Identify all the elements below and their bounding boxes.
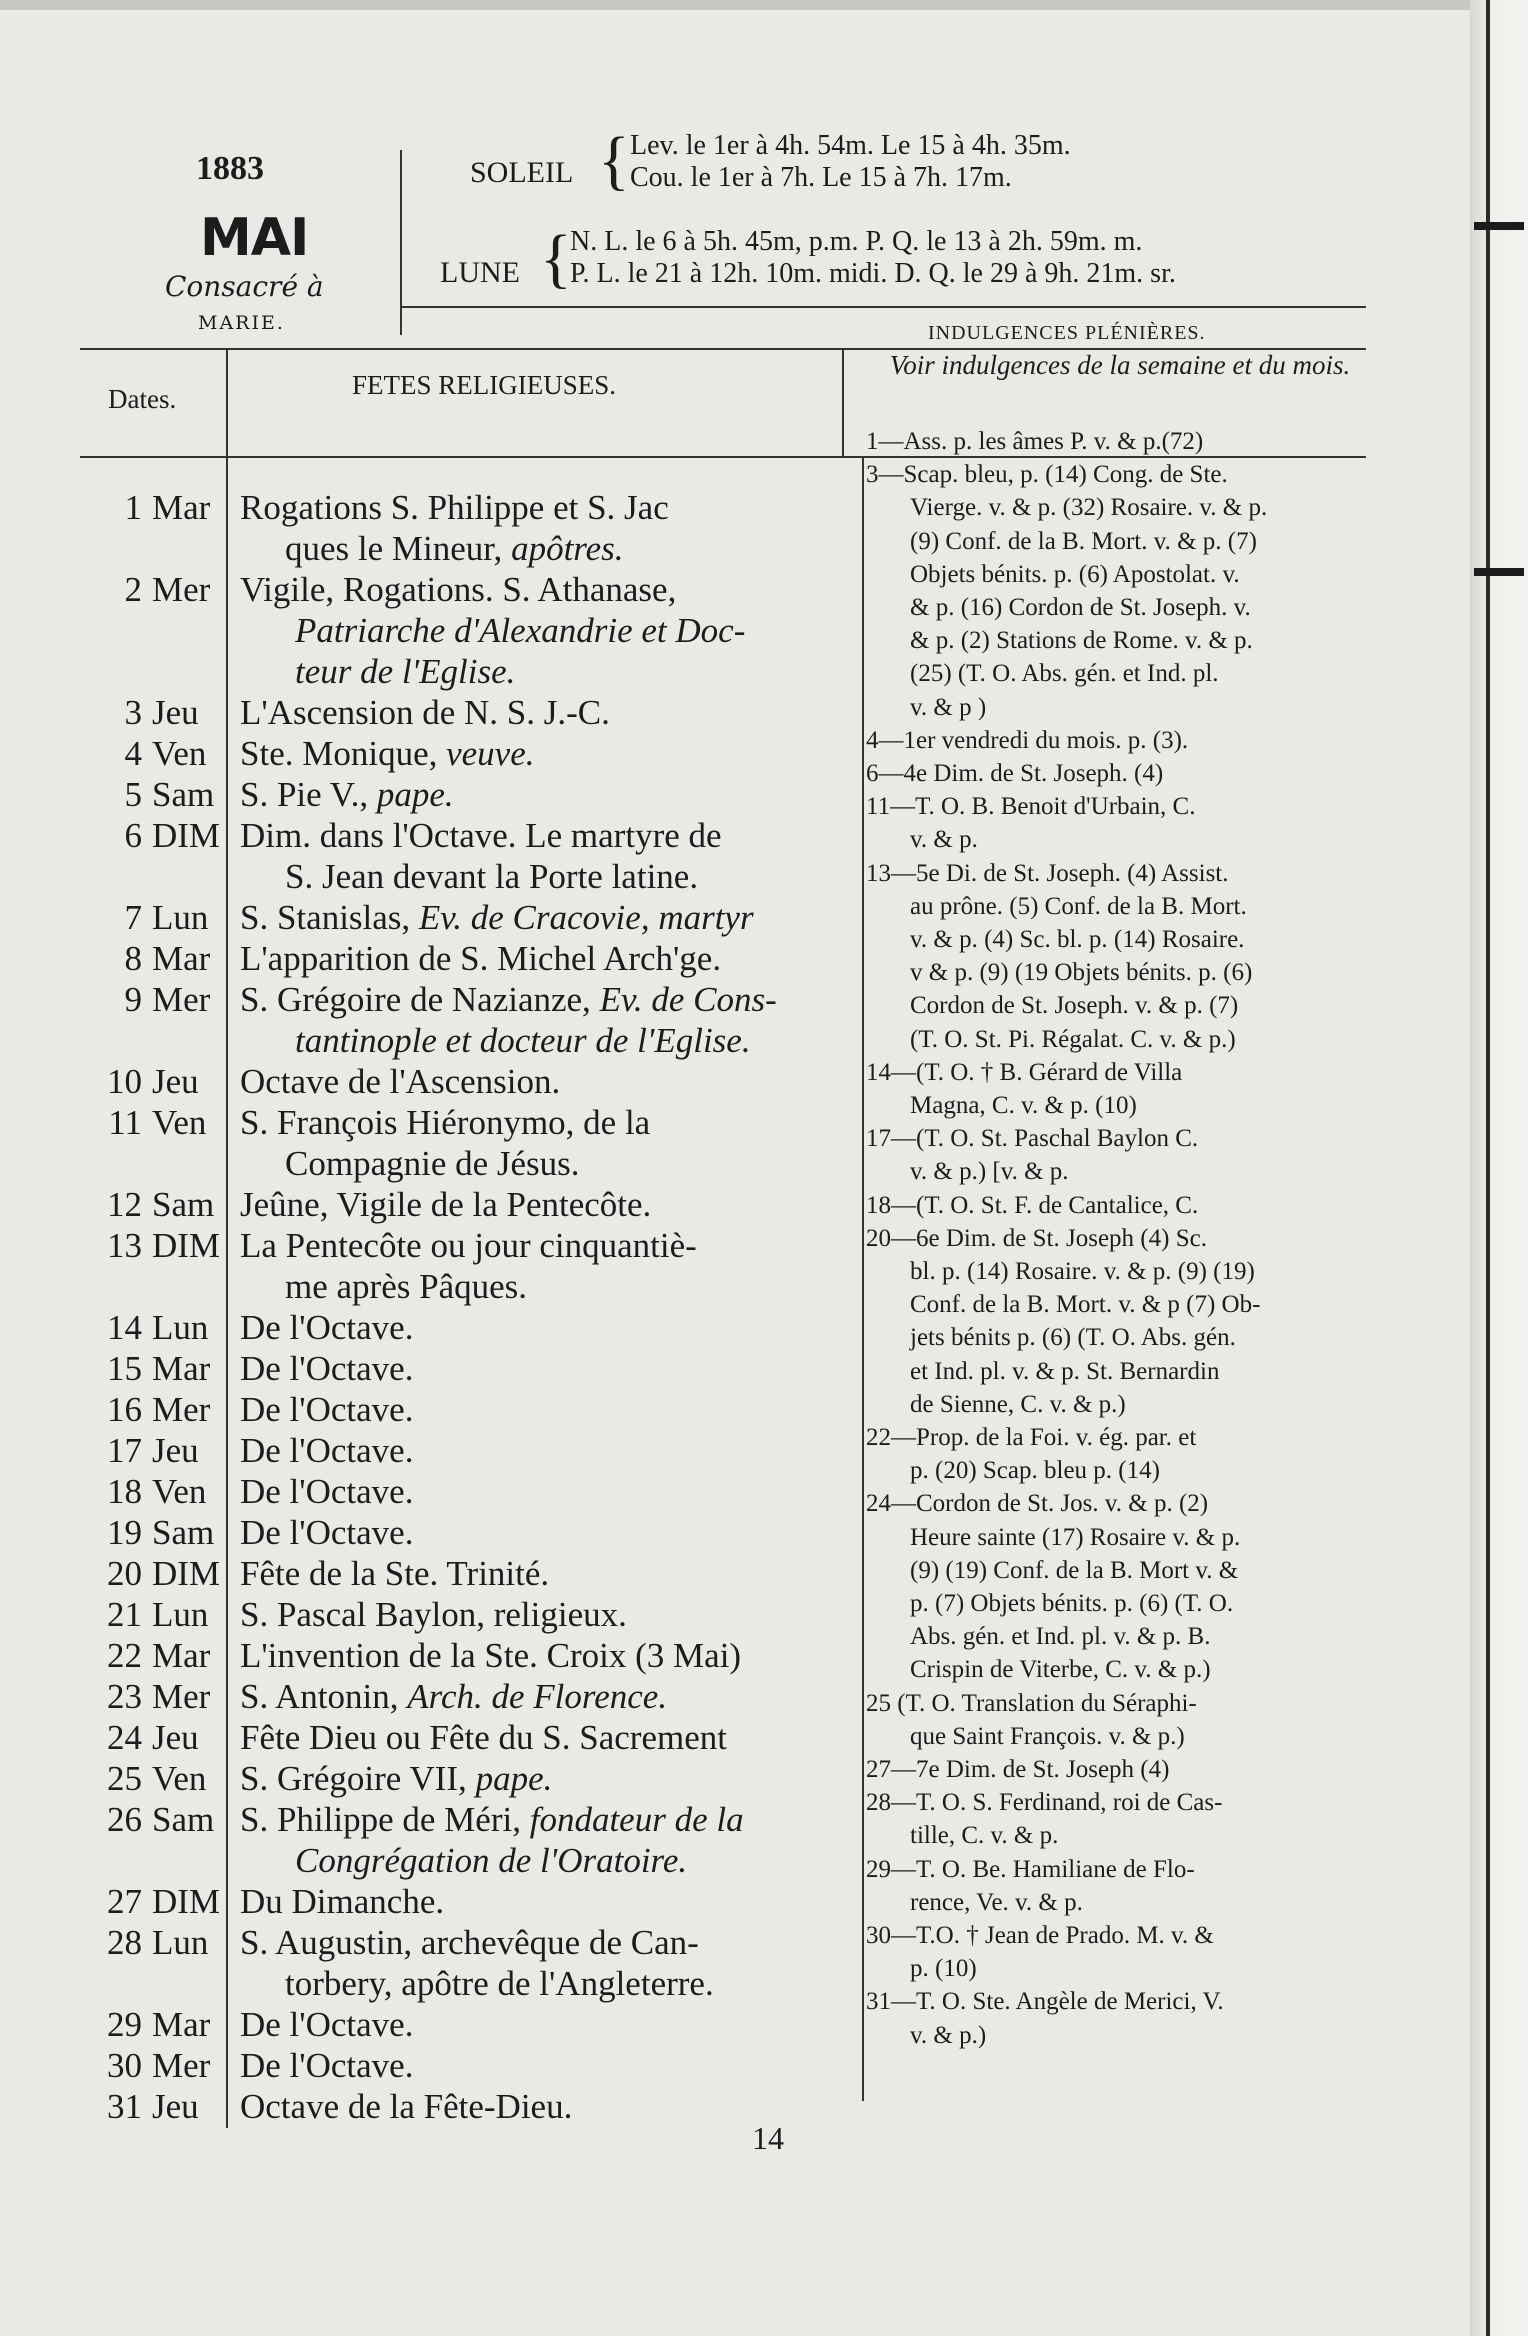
weekday: Mer bbox=[152, 570, 211, 609]
day-number: 6 bbox=[124, 816, 142, 855]
weekday: Ven bbox=[152, 1472, 207, 1511]
indulgence-line: 31—T. O. Ste. Angèle de Merici, V. bbox=[866, 1988, 1224, 2016]
weekday: Mer bbox=[152, 980, 211, 1019]
feast-text: S. François Hiéronymo, de la bbox=[240, 1103, 651, 1142]
indulgence-line: v. & p. (4) Sc. bl. p. (14) Rosaire. bbox=[910, 926, 1245, 953]
feast-line bbox=[240, 1390, 413, 1430]
feast-text: L'apparition de S. Michel Arch'ge. bbox=[240, 939, 722, 978]
indulgence-line: 20—6e Dim. de St. Joseph (4) Sc. bbox=[866, 1224, 1207, 1252]
weekday: Jeu bbox=[152, 1431, 199, 1470]
feast-text: Fête Dieu ou Fête du S. Sacrement bbox=[240, 1718, 727, 1757]
feast-text: Octave de l'Ascension. bbox=[240, 1062, 561, 1101]
feast-line bbox=[240, 939, 721, 979]
weekday: Sam bbox=[152, 1513, 215, 1552]
page-edge bbox=[1470, 0, 1528, 2336]
feast-line bbox=[285, 529, 624, 569]
feast-line bbox=[295, 611, 745, 651]
indulgence-line: 3—Scap. bleu, p. (14) Cong. de Ste. bbox=[866, 461, 1228, 489]
feast-line bbox=[240, 1349, 413, 1389]
indulgence-line: 30—T.O. † Jean de Prado. M. v. & bbox=[866, 1922, 1214, 1949]
feast-text: Compagnie de Jésus. bbox=[285, 1144, 580, 1183]
feast-text: S. Grégoire VII, bbox=[240, 1759, 476, 1798]
lune-brace: { bbox=[540, 222, 572, 295]
indulgences-subheader: Voir indulgences de la semaine et du mois. bbox=[889, 350, 1351, 380]
feast-text: Fête de la Ste. Trinité. bbox=[240, 1554, 550, 1593]
ind-col-divider bbox=[862, 456, 864, 2101]
edge-tick bbox=[1474, 222, 1524, 230]
weekday: Jeu bbox=[152, 2087, 199, 2126]
feast-line bbox=[240, 693, 610, 733]
indulgence-line: (9) (19) Conf. de la B. Mort v. & bbox=[910, 1556, 1239, 1584]
day-number: 16 bbox=[107, 1390, 142, 1429]
indulgence-line: Cordon de St. Joseph. v. & p. (7) bbox=[910, 992, 1239, 1020]
indulgence-line: v. & p.) bbox=[910, 2021, 987, 2049]
weekday: Ven bbox=[152, 1103, 207, 1142]
indulgence-line: tille, C. v. & p. bbox=[910, 1822, 1059, 1850]
day-number: 2 bbox=[124, 570, 142, 609]
indulgence-line: v. & p. bbox=[910, 826, 978, 854]
day-number: 7 bbox=[124, 898, 142, 937]
feast-line bbox=[240, 1554, 549, 1594]
feast-text: De l'Octave. bbox=[240, 2046, 414, 2085]
weekday: Mer bbox=[152, 1677, 211, 1716]
weekday: Ven bbox=[152, 734, 207, 773]
indulgence-line: Objets bénits. p. (6) Apostolat. v. bbox=[910, 560, 1240, 588]
indulgence-line: Heure sainte (17) Rosaire v. & p. bbox=[910, 1523, 1241, 1551]
feast-text: S. Grégoire de Nazianze, bbox=[240, 980, 600, 1019]
feast-line bbox=[240, 898, 754, 938]
soleil-line-1: Lev. le 1er à 4h. 54m. Le 15 à 4h. 35m. bbox=[630, 130, 1071, 161]
day-number: 26 bbox=[107, 1800, 142, 1839]
feast-italic: pape. bbox=[475, 1759, 553, 1798]
feast-line bbox=[240, 1513, 413, 1553]
feast-text: Dim. dans l'Octave. Le martyre de bbox=[240, 816, 722, 855]
feast-line bbox=[240, 2046, 413, 2086]
feast-italic: veuve. bbox=[446, 734, 535, 773]
day-number: 22 bbox=[107, 1636, 142, 1675]
day-number: 3 bbox=[124, 693, 142, 732]
feast-line bbox=[240, 1718, 727, 1758]
feast-text: Ste. Monique, bbox=[240, 734, 447, 773]
indulgence-line: v. & p.) [v. & p. bbox=[910, 1158, 1069, 1186]
day-number: 23 bbox=[107, 1677, 142, 1716]
day-number: 25 bbox=[107, 1759, 142, 1798]
feast-line bbox=[240, 1595, 627, 1635]
feast-line bbox=[240, 1103, 650, 1143]
indulgence-line: 18—(T. O. St. F. de Cantalice, C. bbox=[866, 1191, 1199, 1219]
edge-line bbox=[1486, 0, 1490, 2336]
day-number: 21 bbox=[107, 1595, 142, 1634]
feast-text: S. Jean devant la Porte latine. bbox=[285, 857, 699, 896]
indulgence-line: Magna, C. v. & p. (10) bbox=[910, 1092, 1137, 1119]
feast-line bbox=[240, 1062, 560, 1102]
feast-line bbox=[240, 1759, 552, 1799]
feast-text: De l'Octave. bbox=[240, 1431, 414, 1470]
day-number: 14 bbox=[107, 1308, 142, 1347]
weekday: Jeu bbox=[152, 693, 199, 732]
weekday: Mer bbox=[152, 1390, 211, 1429]
weekday: Mar bbox=[152, 1349, 211, 1388]
indulgence-line: bl. p. (14) Rosaire. v. & p. (9) (19) bbox=[910, 1258, 1255, 1285]
soleil-line-2: Cou. le 1er à 7h. Le 15 à 7h. 17m. bbox=[630, 162, 1012, 193]
feast-text: La Pentecôte ou jour cinquantiè- bbox=[240, 1226, 697, 1265]
weekday: DIM bbox=[152, 1554, 221, 1593]
feast-line bbox=[240, 1882, 444, 1922]
weekday: Mer bbox=[152, 2046, 211, 2085]
weekday: Lun bbox=[152, 1923, 209, 1962]
feast-line bbox=[240, 570, 676, 610]
feast-line bbox=[240, 2087, 572, 2127]
indulgence-line: 24—Cordon de St. Jos. v. & p. (2) bbox=[866, 1490, 1209, 1518]
feast-text: S. Philippe de Méri, bbox=[240, 1800, 530, 1839]
indulgence-line: 27—7e Dim. de St. Joseph (4) bbox=[866, 1756, 1170, 1783]
indulgence-line: Vierge. v. & p. (32) Rosaire. v. & p. bbox=[910, 494, 1268, 522]
day-number: 13 bbox=[107, 1226, 142, 1265]
indulgence-line: 6—4e Dim. de St. Joseph. (4) bbox=[866, 760, 1164, 787]
feast-text: Du Dimanche. bbox=[240, 1882, 445, 1921]
feast-line bbox=[240, 1226, 697, 1266]
weekday: Mar bbox=[152, 488, 211, 527]
indulgence-line: 11—T. O. B. Benoit d'Urbain, C. bbox=[866, 793, 1196, 821]
weekday: Jeu bbox=[152, 1718, 199, 1757]
indulgence-line: p. (10) bbox=[910, 1955, 977, 1983]
feast-text: Jeûne, Vigile de la Pentecôte. bbox=[240, 1185, 652, 1224]
indulgence-line: rence, Ve. v. & p. bbox=[910, 1888, 1083, 1916]
feast-text: Vigile, Rogations. S. Athanase, bbox=[240, 570, 677, 609]
dates-col-divider bbox=[226, 348, 228, 2128]
page-number: 14 bbox=[752, 2120, 784, 2156]
feast-italic: Ev. de Cons- bbox=[599, 980, 777, 1019]
feast-line bbox=[240, 980, 777, 1020]
feast-line bbox=[295, 1021, 751, 1061]
feast-line bbox=[240, 1431, 413, 1471]
dates-header: Dates. bbox=[108, 384, 177, 414]
weekday: Lun bbox=[152, 1308, 209, 1347]
indulgence-line: Abs. gén. et Ind. pl. v. & p. B. bbox=[910, 1623, 1211, 1651]
feast-text: De l'Octave. bbox=[240, 1349, 414, 1388]
feast-text: S. Antonin, bbox=[240, 1677, 408, 1716]
soleil-label: SOLEIL bbox=[470, 156, 574, 189]
feast-text: me après Pâques. bbox=[285, 1267, 528, 1306]
feast-line bbox=[240, 1677, 667, 1717]
weekday: Mar bbox=[152, 2005, 211, 2044]
day-number: 4 bbox=[124, 734, 142, 773]
feast-line bbox=[240, 1923, 699, 1963]
indulgence-line: (9) Conf. de la B. Mort. v. & p. (7) bbox=[910, 527, 1257, 555]
feast-line bbox=[295, 1841, 687, 1881]
day-number: 28 bbox=[107, 1923, 142, 1962]
lune-label: LUNE bbox=[440, 256, 520, 289]
indulgence-line: 14—(T. O. † B. Gérard de Villa bbox=[866, 1058, 1183, 1086]
feast-italic: teur de l'Eglise. bbox=[295, 652, 516, 691]
weekday: DIM bbox=[152, 816, 221, 855]
indulgence-line: au prône. (5) Conf. de la B. Mort. bbox=[910, 892, 1247, 920]
day-number: 27 bbox=[107, 1882, 142, 1921]
table-header-rule bbox=[80, 456, 1366, 458]
indulgence-line: & p. (2) Stations de Rome. v. & p. bbox=[910, 627, 1253, 655]
day-number: 18 bbox=[107, 1472, 142, 1511]
indulgence-line: de Sienne, C. v. & p.) bbox=[910, 1390, 1126, 1418]
feast-text: S. Pascal Baylon, religieux. bbox=[240, 1595, 627, 1634]
feast-text: S. Pie V., bbox=[240, 775, 377, 814]
top-border bbox=[0, 0, 1470, 10]
feast-italic: Patriarche d'Alexandrie et Doc- bbox=[295, 611, 746, 650]
weekday: DIM bbox=[152, 1226, 221, 1265]
lune-line-1: N. L. le 6 à 5h. 45m, p.m. P. Q. le 13 à 2h. 59m. m. bbox=[570, 226, 1143, 257]
feast-italic: tantinople et docteur de l'Eglise. bbox=[295, 1021, 751, 1060]
soleil-brace: { bbox=[598, 124, 630, 197]
day-number: 5 bbox=[124, 775, 142, 814]
day-number: 29 bbox=[107, 2005, 142, 2044]
feast-line bbox=[240, 1472, 413, 1512]
indulgences-header: INDULGENCES PLÉNIÈRES. bbox=[928, 322, 1206, 344]
indulgence-line: jets bénits p. (6) (T. O. Abs. gén. bbox=[910, 1324, 1236, 1352]
day-number: 15 bbox=[107, 1349, 142, 1388]
feast-italic: apôtres. bbox=[511, 529, 624, 568]
header-rule bbox=[400, 306, 1366, 308]
feast-text: Octave de la Fête-Dieu. bbox=[240, 2087, 573, 2126]
day-number: 12 bbox=[107, 1185, 142, 1224]
edge-tick bbox=[1474, 568, 1524, 576]
year: 1883 bbox=[196, 150, 264, 187]
weekday: DIM bbox=[152, 1882, 221, 1921]
day-number: 20 bbox=[107, 1554, 142, 1593]
feast-line bbox=[240, 2005, 413, 2045]
feast-italic: pape. bbox=[376, 775, 454, 814]
weekday: Lun bbox=[152, 898, 209, 937]
feast-text: De l'Octave. bbox=[240, 2005, 414, 2044]
indulgence-line: v & p. (9) (19 Objets bénits. p. (6) bbox=[910, 959, 1253, 987]
feast-text: De l'Octave. bbox=[240, 1390, 414, 1429]
day-number: 31 bbox=[107, 2087, 142, 2126]
feast-text: S. Augustin, archevêque de Can- bbox=[240, 1923, 699, 1962]
indulgence-line: 4—1er vendredi du mois. p. (3). bbox=[866, 726, 1189, 754]
feast-italic: Ev. de Cracovie, martyr bbox=[418, 898, 754, 937]
weekday: Jeu bbox=[152, 1062, 199, 1101]
feast-line bbox=[240, 1308, 413, 1348]
weekday: Ven bbox=[152, 1759, 207, 1798]
day-number: 10 bbox=[107, 1062, 142, 1101]
weekday: Mar bbox=[152, 1636, 211, 1675]
indulgence-line: & p. (16) Cordon de St. Joseph. v. bbox=[910, 594, 1251, 621]
weekday: Sam bbox=[152, 1800, 215, 1839]
lune-line-2: P. L. le 21 à 12h. 10m. midi. D. Q. le 29 à 9h. 21m. sr. bbox=[570, 258, 1176, 289]
feast-line bbox=[240, 1185, 651, 1225]
feast-text: De l'Octave. bbox=[240, 1308, 414, 1347]
day-number: 19 bbox=[107, 1513, 142, 1552]
day-number: 30 bbox=[107, 2046, 142, 2085]
weekday: Mar bbox=[152, 939, 211, 978]
day-number: 24 bbox=[107, 1718, 142, 1757]
day-number: 9 bbox=[124, 980, 142, 1019]
ind-header-divider bbox=[842, 348, 844, 456]
consacre-text: Consacré à bbox=[165, 270, 324, 303]
indulgence-line: que Saint François. v. & p.) bbox=[910, 1722, 1185, 1750]
feast-line bbox=[240, 488, 669, 528]
indulgence-line: et Ind. pl. v. & p. St. Bernardin bbox=[910, 1357, 1220, 1385]
indulgence-line: 17—(T. O. St. Paschal Baylon C. bbox=[866, 1125, 1199, 1153]
indulgence-line: (T. O. St. Pi. Régalat. C. v. & p.) bbox=[910, 1025, 1236, 1053]
day-number: 8 bbox=[124, 939, 142, 978]
feast-italic: Congrégation de l'Oratoire. bbox=[295, 1841, 688, 1880]
feast-text: L'invention de la Ste. Croix (3 Mai) bbox=[240, 1636, 742, 1675]
indulgence-line: Crispin de Viterbe, C. v. & p.) bbox=[910, 1656, 1211, 1684]
feast-line bbox=[295, 652, 515, 692]
weekday: Sam bbox=[152, 1185, 215, 1224]
month-title: MAI bbox=[200, 208, 309, 268]
feast-text: De l'Octave. bbox=[240, 1513, 414, 1552]
indulgence-line: 13—5e Di. de St. Joseph. (4) Assist. bbox=[866, 859, 1229, 887]
feast-text: ques le Mineur, bbox=[285, 529, 512, 568]
feast-line bbox=[285, 1267, 527, 1307]
indulgence-line: Conf. de la B. Mort. v. & p (7) Ob- bbox=[910, 1291, 1261, 1319]
feast-text: Rogations S. Philippe et S. Jac bbox=[240, 488, 669, 527]
day-number: 17 bbox=[107, 1431, 142, 1470]
feast-text: L'Ascension de N. S. J.-C. bbox=[240, 693, 610, 732]
weekday: Sam bbox=[152, 775, 215, 814]
feast-line bbox=[240, 1636, 741, 1676]
day-number: 1 bbox=[124, 488, 142, 527]
marie-text: MARIE. bbox=[198, 312, 285, 334]
indulgence-line: 22—Prop. de la Foi. v. ég. par. et bbox=[866, 1424, 1197, 1451]
feast-text: torbery, apôtre de l'Angleterre. bbox=[285, 1964, 714, 2003]
weekday: Lun bbox=[152, 1595, 209, 1634]
feast-line bbox=[240, 734, 535, 774]
feast-line bbox=[240, 816, 722, 856]
indulgence-line: p. (7) Objets bénits. p. (6) (T. O. bbox=[910, 1590, 1234, 1617]
indulgence-line: 28—T. O. S. Ferdinand, roi de Cas- bbox=[866, 1789, 1223, 1817]
indulgence-line: (25) (T. O. Abs. gén. et Ind. pl. bbox=[910, 660, 1219, 688]
fetes-header: FETES RELIGIEUSES. bbox=[352, 370, 617, 400]
feast-text: S. Stanislas, bbox=[240, 898, 419, 937]
indulgence-line: v. & p ) bbox=[910, 693, 987, 721]
feast-line bbox=[285, 857, 698, 897]
day-number: 11 bbox=[108, 1103, 142, 1142]
feast-line bbox=[285, 1964, 714, 2004]
feast-italic: fondateur de la bbox=[529, 1800, 744, 1839]
indulgence-line: 25 (T. O. Translation du Séraphi- bbox=[866, 1689, 1197, 1717]
feast-italic: Arch. de Florence. bbox=[407, 1677, 668, 1716]
feast-line bbox=[240, 775, 454, 815]
feast-line bbox=[285, 1144, 580, 1184]
feast-line bbox=[240, 1800, 744, 1840]
indulgence-line: 1—Ass. p. les âmes P. v. & p.(72) bbox=[866, 428, 1204, 455]
indulgence-line: 29—T. O. Be. Hamiliane de Flo- bbox=[866, 1855, 1195, 1883]
indulgence-line: p. (20) Scap. bleu p. (14) bbox=[910, 1457, 1160, 1485]
feast-text: De l'Octave. bbox=[240, 1472, 414, 1511]
